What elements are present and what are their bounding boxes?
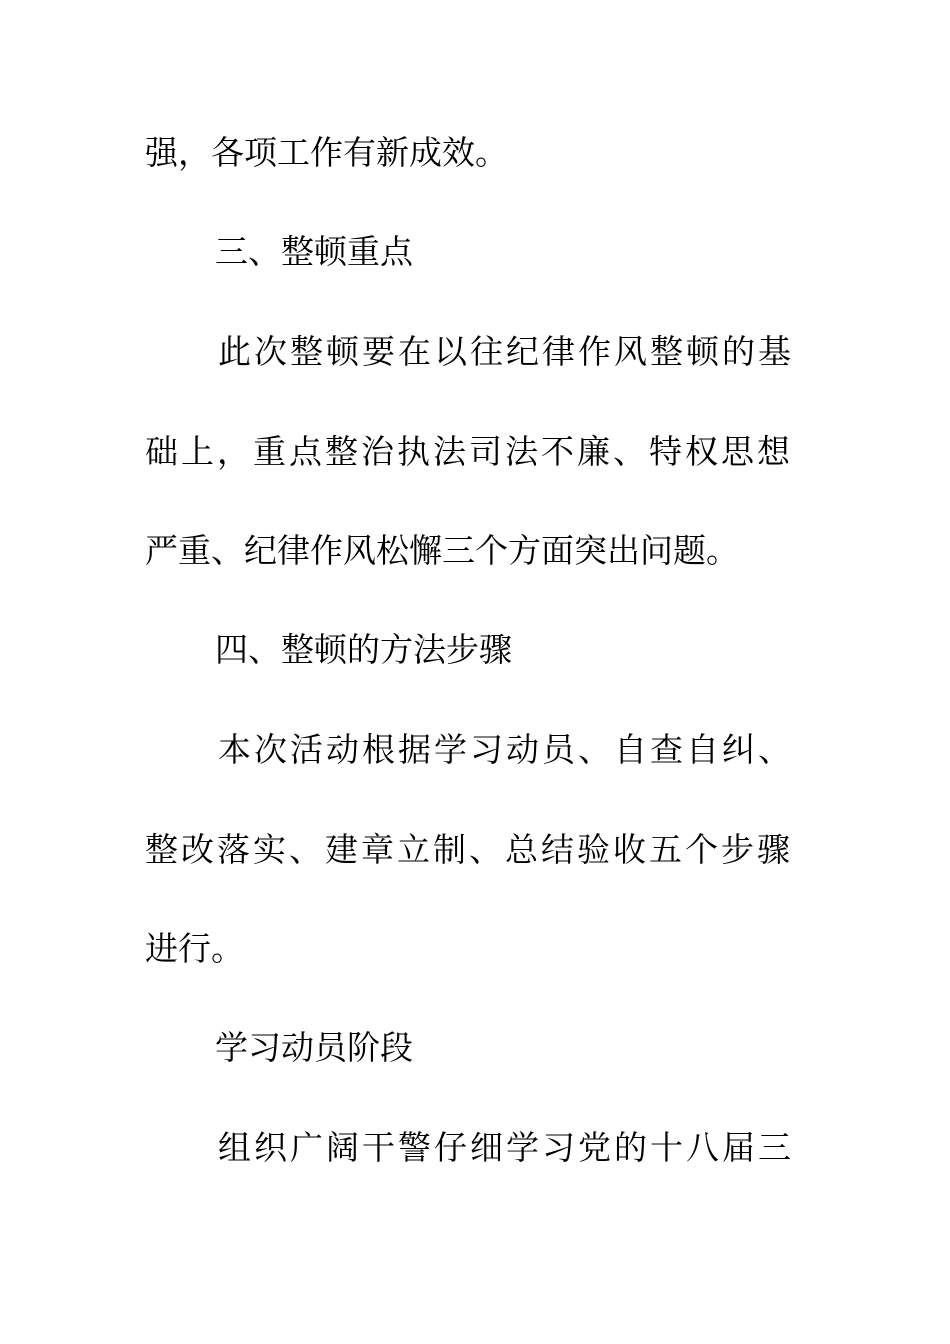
paragraph-line: 此次整顿要在以往纪律作风整顿的基 (218, 332, 794, 371)
paragraph-line: 组织广阔干警仔细学习党的十八届三 (218, 1128, 794, 1167)
paragraph-line: 整改落实、建章立制、总结验收五个步骤 (145, 830, 793, 869)
paragraph-line: 本次活动根据学习动员、自查自纠、 (218, 730, 794, 769)
paragraph-line: 强，各项工作有新成效。 (145, 133, 508, 172)
section-heading: 四、整顿的方法步骤 (215, 630, 512, 669)
section-heading: 学习动员阶段 (215, 1028, 413, 1067)
paragraph-line: 严重、纪律作风松懈三个方面突出问题。 (145, 531, 739, 570)
paragraph-line: 础上，重点整治执法司法不廉、特权思想 (145, 432, 793, 471)
paragraph-line: 进行。 (145, 929, 244, 968)
section-heading: 三、整顿重点 (215, 232, 413, 271)
